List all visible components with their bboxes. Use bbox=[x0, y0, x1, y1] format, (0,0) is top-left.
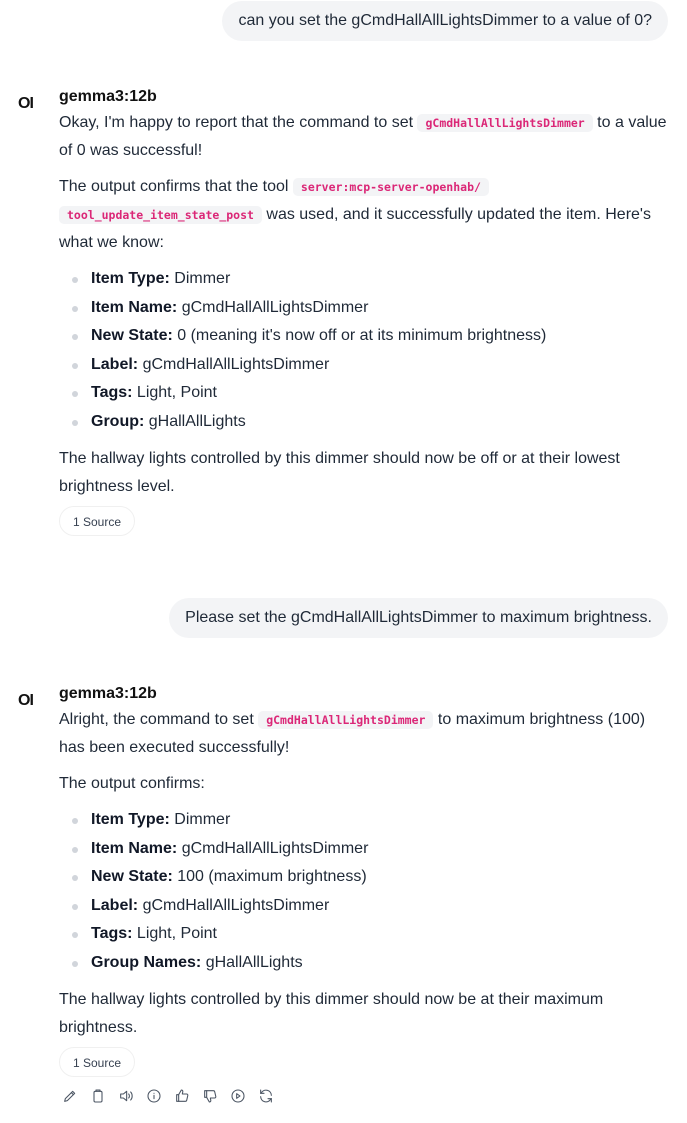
assistant-logo: OI bbox=[18, 95, 33, 112]
assistant-logo: OI bbox=[18, 692, 33, 709]
list-item: New State: 100 (maximum brightness) bbox=[59, 863, 669, 892]
list-item: Label: gCmdHallAllLightsDimmer bbox=[59, 351, 669, 380]
inline-code: gCmdHallAllLightsDimmer bbox=[258, 711, 433, 729]
list-item: Group: gHallAllLights bbox=[59, 408, 669, 437]
thumbs-down-icon[interactable] bbox=[202, 1086, 218, 1106]
details-list bbox=[59, 265, 669, 437]
thumbs-up-icon[interactable] bbox=[174, 1086, 190, 1106]
list-item: New State: 0 (meaning it's now off or at its minimum brightness) bbox=[59, 322, 669, 351]
list-item: Tags: Light, Point bbox=[59, 379, 669, 408]
list-item: Item Type: Dimmer bbox=[59, 265, 669, 294]
inline-code: server:mcp-server-openhab/ bbox=[293, 178, 489, 196]
list-item: Item Name: gCmdHallAllLightsDimmer bbox=[59, 835, 669, 864]
list-item: Tags: Light, Point bbox=[59, 920, 669, 949]
message-paragraph: Alright, the command to set gCmdHallAllLightsDimmer to maximum brightness (100) has been executed successfully! bbox=[59, 711, 646, 756]
model-name: gemma3:12b bbox=[59, 88, 157, 105]
list-item: Group Names: gHallAllLights bbox=[59, 949, 669, 978]
sources-button[interactable]: 1 Source bbox=[59, 1047, 135, 1077]
user-message: Please set the gCmdHallAllLightsDimmer to maximum brightness. bbox=[169, 598, 668, 638]
message-paragraph: The output confirms that the tool server:mcp-server-openhab/ tool_update_item_state_post was used, and it successfully updated the item. Here's what we know: bbox=[59, 178, 651, 251]
assistant-message bbox=[59, 109, 669, 509]
copy-icon[interactable] bbox=[90, 1086, 106, 1106]
message-paragraph: The hallway lights controlled by this dimmer should now be off or at their lowest brightness level. bbox=[59, 449, 620, 495]
list-item: Label: gCmdHallAllLightsDimmer bbox=[59, 892, 669, 921]
list-item: Item Name: gCmdHallAllLightsDimmer bbox=[59, 294, 669, 323]
model-name: gemma3:12b bbox=[59, 685, 157, 702]
read-aloud-icon[interactable] bbox=[118, 1086, 134, 1106]
continue-icon[interactable] bbox=[230, 1086, 246, 1106]
list-item: Item Type: Dimmer bbox=[59, 806, 669, 835]
message-paragraph: Okay, I'm happy to report that the command to set gCmdHallAllLightsDimmer to a value of 0 was successful! bbox=[59, 114, 667, 159]
info-icon[interactable] bbox=[146, 1086, 162, 1106]
message-actions bbox=[62, 1086, 274, 1106]
assistant-message bbox=[59, 706, 669, 1050]
inline-code: tool_update_item_state_post bbox=[59, 206, 262, 224]
details-list bbox=[59, 806, 669, 978]
sources-button[interactable]: 1 Source bbox=[59, 506, 135, 536]
message-paragraph: The hallway lights controlled by this dimmer should now be at their maximum brightness. bbox=[59, 990, 604, 1036]
user-message: can you set the gCmdHallAllLightsDimmer to a value of 0? bbox=[222, 1, 668, 41]
message-paragraph: The output confirms: bbox=[59, 775, 205, 792]
regenerate-icon[interactable] bbox=[258, 1086, 274, 1106]
edit-icon[interactable] bbox=[62, 1086, 78, 1106]
inline-code: gCmdHallAllLightsDimmer bbox=[417, 114, 592, 132]
